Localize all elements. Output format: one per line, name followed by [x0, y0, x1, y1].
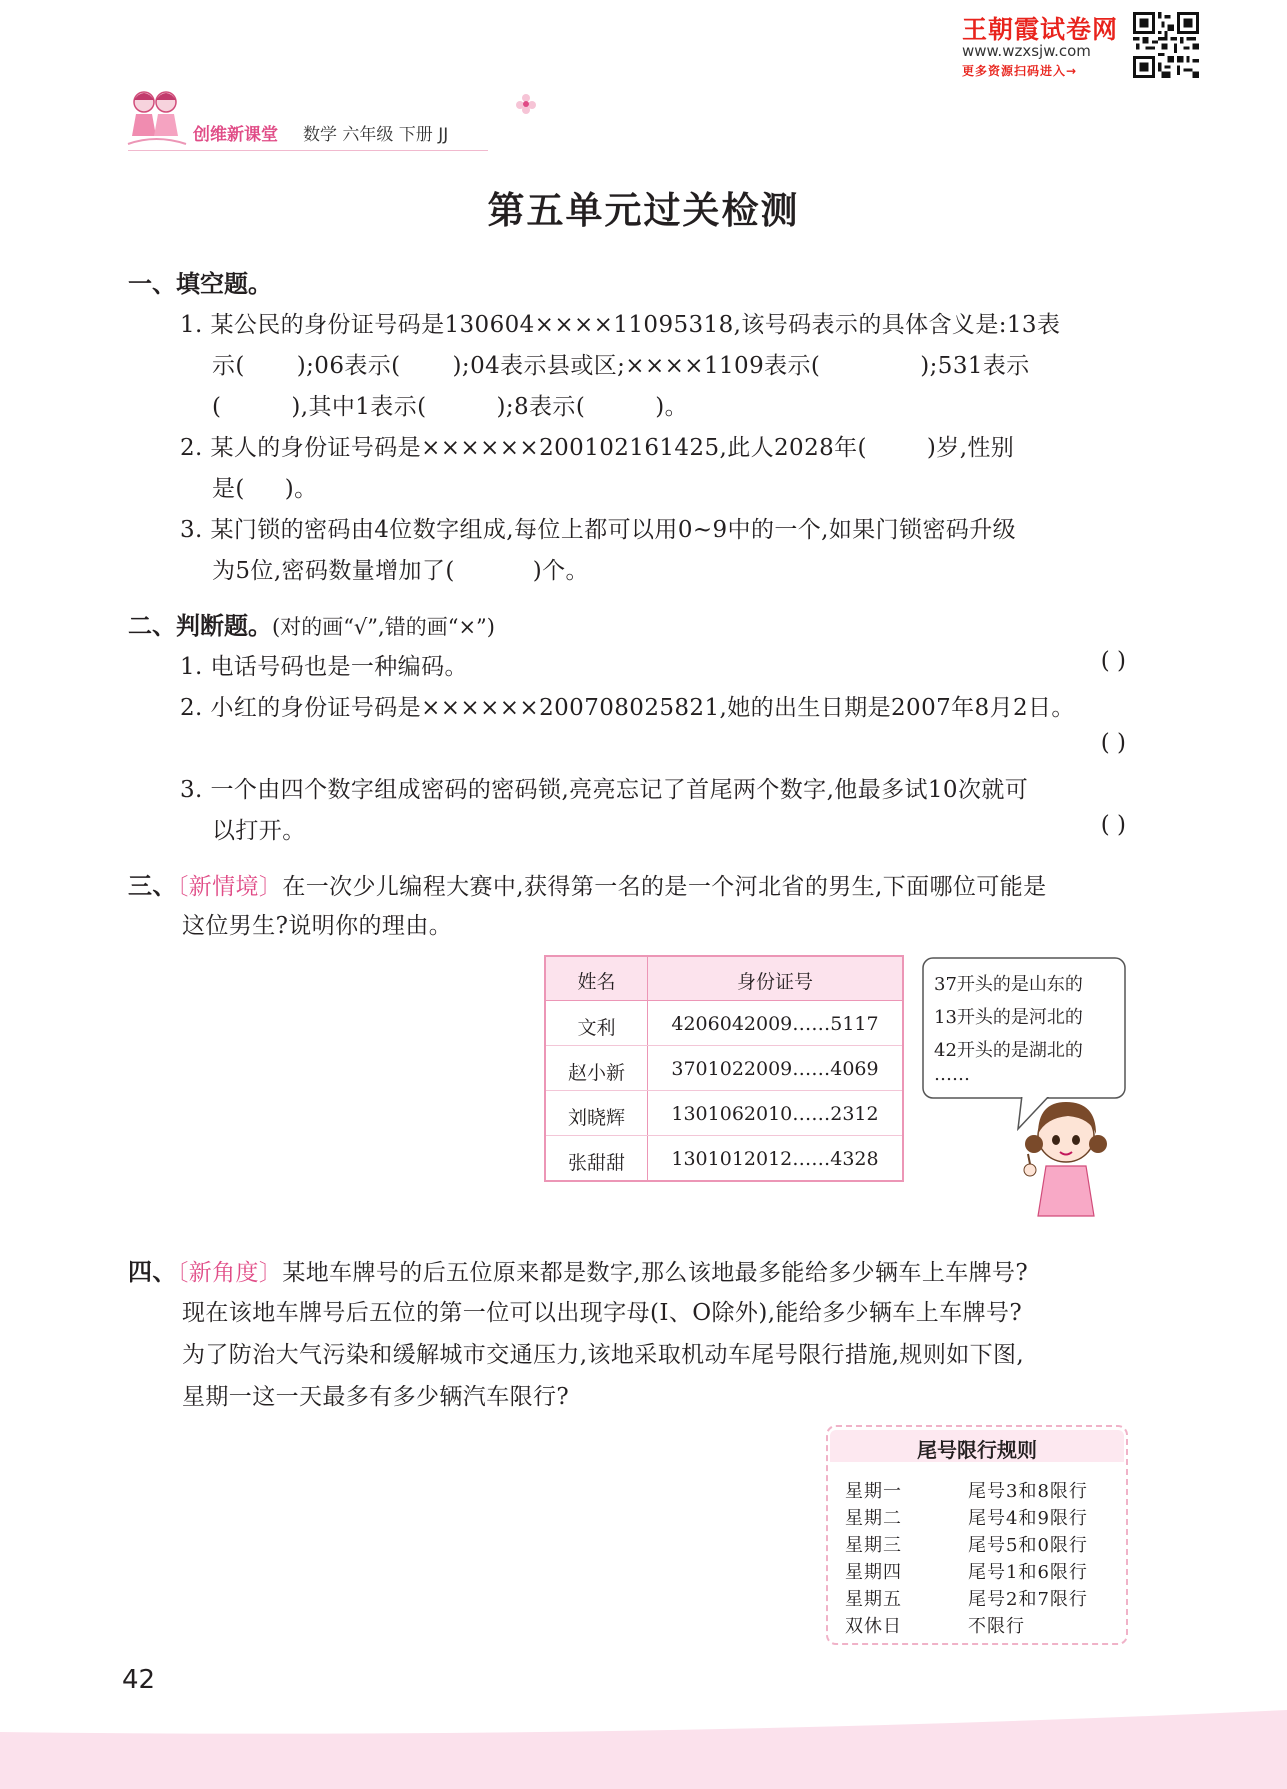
footer-band [0, 1710, 1287, 1789]
rule-day: 星期一 [845, 1481, 902, 1502]
text: )。 [655, 394, 688, 420]
table-row-line [546, 1135, 902, 1136]
s1-q3-line2 [212, 552, 589, 585]
s2-q3-line2: 以打开。 [212, 818, 306, 844]
scan-hint: 更多资源扫码进入→ [962, 64, 1078, 78]
s1-q1-text1: 某公民的身份证号码是130604××××11095318,该号码表示的具体含义是:13表 [210, 312, 1061, 338]
s3-line2: 这位男生?说明你的理由。 [182, 913, 453, 939]
judge-answer-box[interactable]: ( ) [1100, 730, 1126, 756]
rule-value: 尾号1和6限行 [968, 1562, 1088, 1583]
brand-url[interactable]: www.wzxsjw.com [962, 42, 1091, 60]
s1-q1-line1 [180, 306, 1060, 339]
flower-deco-icon [514, 92, 538, 116]
series-name: 创维新课堂 [193, 125, 278, 145]
bubble-line: …… [934, 1064, 970, 1085]
s4-tag: 〔新角度〕 [176, 1260, 283, 1286]
text: 示( [212, 353, 245, 379]
text: )。 [284, 476, 318, 502]
qr-code-icon[interactable] [1133, 12, 1199, 78]
section1-heading: 一、填空题。 [128, 270, 272, 298]
s1-q1-line2 [212, 347, 1030, 380]
rule-value: 尾号3和8限行 [968, 1481, 1088, 1502]
text: 某人的身份证号码是××××××200102161425,此人2028年( [210, 435, 867, 461]
text: 是( [212, 476, 245, 502]
s4-text1: 某地车牌号的后五位原来都是数字,那么该地最多能给多少辆车上车牌号? [282, 1260, 1029, 1286]
book-info: 数学 六年级 下册 JJ [303, 125, 449, 145]
s2-q2-num: 2. [180, 695, 203, 721]
table-cell-id: 3701022009……4069 [671, 1058, 879, 1080]
s4-prefix: 四、 [128, 1258, 177, 1286]
text: ),其中1表示( [291, 394, 427, 420]
s1-q2-line2 [212, 470, 318, 503]
bubble-line: 13开头的是河北的 [934, 1007, 1083, 1028]
text: );8表示( [496, 394, 586, 420]
rule-day: 双休日 [845, 1616, 902, 1637]
s4-line2: 现在该地车牌号后五位的第一位可以出现字母(I、O除外),能给多少辆车上车牌号? [182, 1300, 1023, 1326]
rule-day: 星期三 [845, 1535, 902, 1556]
rule-value: 尾号4和9限行 [968, 1508, 1088, 1529]
rule-day: 星期五 [845, 1589, 902, 1610]
s1-q2-line1 [180, 429, 1014, 462]
text: );531表示 [920, 353, 1030, 379]
page-number: 42 [122, 1665, 156, 1695]
s1-q3-num: 3. [180, 517, 203, 543]
s2-q1-num: 1. [180, 654, 203, 680]
table-cell-name: 张甜甜 [567, 1152, 625, 1174]
s2-q3-text1: 一个由四个数字组成密码的密码锁,亮亮忘记了首尾两个数字,他最多试10次就可 [210, 777, 1029, 803]
text: 某门锁的密码由4位数字组成,每位上都可以用0~9中的一个,如果门锁密码升级 [210, 517, 1017, 543]
section2-heading: 二、判断题。 [128, 612, 272, 640]
text: 为5位,密码数量增加了( [212, 558, 455, 584]
girl-illustration-icon [1018, 1100, 1110, 1220]
bubble-line: 42开头的是湖北的 [934, 1040, 1083, 1061]
rule-day: 星期二 [845, 1508, 902, 1529]
brand-name: 王朝霞试卷网 [962, 15, 1119, 44]
table-header-name: 姓名 [577, 971, 616, 993]
s2-q1-text: 电话号码也是一种编码。 [210, 654, 468, 680]
s2-q3-line1 [180, 771, 1028, 804]
bubble-line: 37开头的是山东的 [934, 974, 1083, 995]
s4-line1 [128, 1252, 1028, 1287]
table-cell-id: 4206042009……5117 [671, 1013, 879, 1035]
table-header-id: 身份证号 [736, 971, 813, 993]
s1-q2-num: 2. [180, 435, 203, 461]
section2-hint: (对的画“√”,错的画“×”) [272, 615, 495, 639]
s2-q2 [180, 689, 1075, 722]
s4-line3: 为了防治大气污染和缓解城市交通压力,该地采取机动车尾号限行措施,规则如下图, [182, 1342, 1025, 1368]
judge-answer-box[interactable]: ( ) [1100, 812, 1126, 838]
rule-value: 不限行 [968, 1616, 1025, 1637]
s3-text1: 在一次少儿编程大赛中,获得第一名的是一个河北省的男生,下面哪位可能是 [282, 874, 1047, 900]
table-cell-name: 赵小新 [567, 1062, 625, 1084]
rule-value: 尾号2和7限行 [968, 1589, 1088, 1610]
text: );04表示县或区;××××1109表示( [452, 353, 821, 379]
kids-logo-icon [124, 88, 188, 150]
s2-q1 [180, 648, 468, 681]
header-divider [128, 150, 488, 151]
table-cell-name: 刘晓辉 [567, 1107, 625, 1129]
s2-q2-text: 小红的身份证号码是××××××200708025821,她的出生日期是2007年8月2日。 [210, 695, 1075, 721]
table-cell-id: 1301012012……4328 [671, 1148, 879, 1170]
table-cell-id: 1301062010……2312 [671, 1103, 879, 1125]
s1-q1-num: 1. [180, 312, 203, 338]
text: )岁,性别 [926, 435, 1015, 461]
s4-line4: 星期一这一天最多有多少辆汽车限行? [182, 1384, 570, 1410]
rule-value: 尾号5和0限行 [968, 1535, 1088, 1556]
text: ( [212, 394, 222, 420]
s3-tag: 〔新情境〕 [176, 874, 283, 900]
s3-line1 [128, 866, 1047, 901]
section2-heading-row [128, 606, 495, 641]
page-title: 第五单元过关检测 [487, 189, 800, 232]
judge-answer-box[interactable]: ( ) [1100, 648, 1126, 674]
s3-prefix: 三、 [128, 872, 177, 900]
s1-q1-line3 [212, 388, 688, 421]
table-row-line [546, 1045, 902, 1046]
s1-q3-line1 [180, 511, 1016, 544]
text: );06表示( [296, 353, 401, 379]
rule-day: 星期四 [845, 1562, 902, 1583]
s2-q3-num: 3. [180, 777, 203, 803]
rule-title: 尾号限行规则 [917, 1438, 1037, 1462]
text: )个。 [532, 558, 589, 584]
table-cell-name: 文利 [577, 1017, 616, 1039]
id-table [544, 955, 904, 1182]
table-row-line [546, 1090, 902, 1091]
